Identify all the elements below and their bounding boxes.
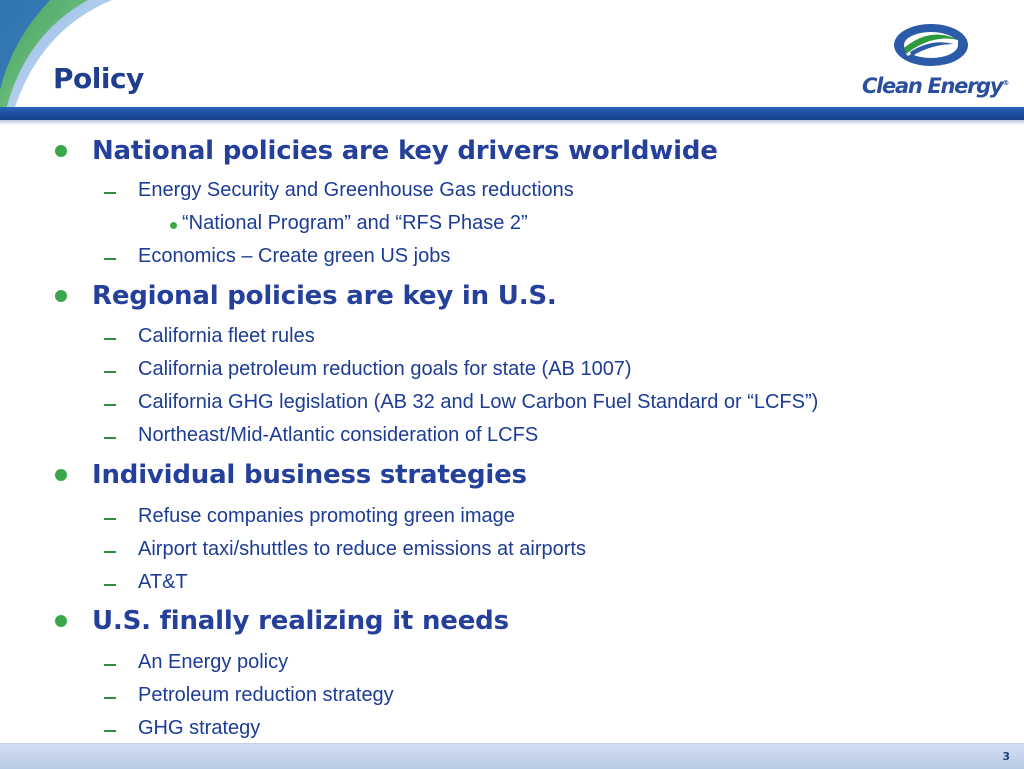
dash-icon bbox=[104, 258, 116, 260]
list-item-text: Airport taxi/shuttles to reduce emissions at airports bbox=[138, 538, 586, 560]
dot-bullet-icon bbox=[170, 222, 177, 229]
list-item-text: AT&T bbox=[138, 571, 188, 593]
slide-header bbox=[0, 0, 1024, 125]
dash-icon bbox=[104, 664, 116, 666]
dash-icon bbox=[104, 730, 116, 732]
list-item-text: Economics – Create green US jobs bbox=[138, 245, 451, 267]
list-item-text: Northeast/Mid-Atlantic consideration of LCFS bbox=[138, 424, 539, 446]
list-item-text: California fleet rules bbox=[138, 325, 315, 347]
dash-icon bbox=[104, 371, 116, 373]
bullet-icon bbox=[55, 290, 67, 302]
header-rule-shadow bbox=[0, 120, 1024, 125]
section-heading: Regional policies are key in U.S. bbox=[92, 281, 557, 311]
dash-icon bbox=[104, 584, 116, 586]
header-rule bbox=[0, 107, 1024, 120]
list-subitem-text: “National Program” and “RFS Phase 2” bbox=[182, 212, 528, 234]
dash-icon bbox=[104, 518, 116, 520]
bullet-icon bbox=[55, 615, 67, 627]
bullet-icon bbox=[55, 145, 67, 157]
dash-icon bbox=[104, 437, 116, 439]
list-item-text: California GHG legislation (AB 32 and Low Carbon Fuel Standard or “LCFS”) bbox=[138, 391, 819, 413]
list-item-text: California petroleum reduction goals for state (AB 1007) bbox=[138, 358, 632, 380]
dash-icon bbox=[104, 697, 116, 699]
registered-mark: ® bbox=[1002, 79, 1009, 87]
list-item-text: Refuse companies promoting green image bbox=[138, 505, 515, 527]
clean-energy-logo-icon bbox=[892, 22, 970, 68]
logo-wordmark bbox=[862, 74, 1008, 98]
section-heading: Individual business strategies bbox=[92, 460, 527, 490]
page-number: 3 bbox=[1002, 750, 1010, 763]
bullet-icon bbox=[55, 469, 67, 481]
dash-icon bbox=[104, 551, 116, 553]
logo-text: Clean Energy bbox=[862, 74, 1003, 98]
dash-icon bbox=[104, 404, 116, 406]
dash-icon bbox=[104, 338, 116, 340]
list-item-text: An Energy policy bbox=[138, 651, 289, 673]
page-title: Policy bbox=[53, 62, 144, 95]
list-item-text: Petroleum reduction strategy bbox=[138, 684, 394, 706]
list-item-text: GHG strategy bbox=[138, 717, 261, 739]
list-item-text: Energy Security and Greenhouse Gas reductions bbox=[138, 179, 574, 201]
company-logo bbox=[858, 22, 1008, 102]
section-heading: National policies are key drivers worldwide bbox=[92, 136, 718, 166]
dash-icon bbox=[104, 192, 116, 194]
section-heading: U.S. finally realizing it needs bbox=[92, 606, 509, 636]
slide-footer bbox=[0, 743, 1024, 769]
